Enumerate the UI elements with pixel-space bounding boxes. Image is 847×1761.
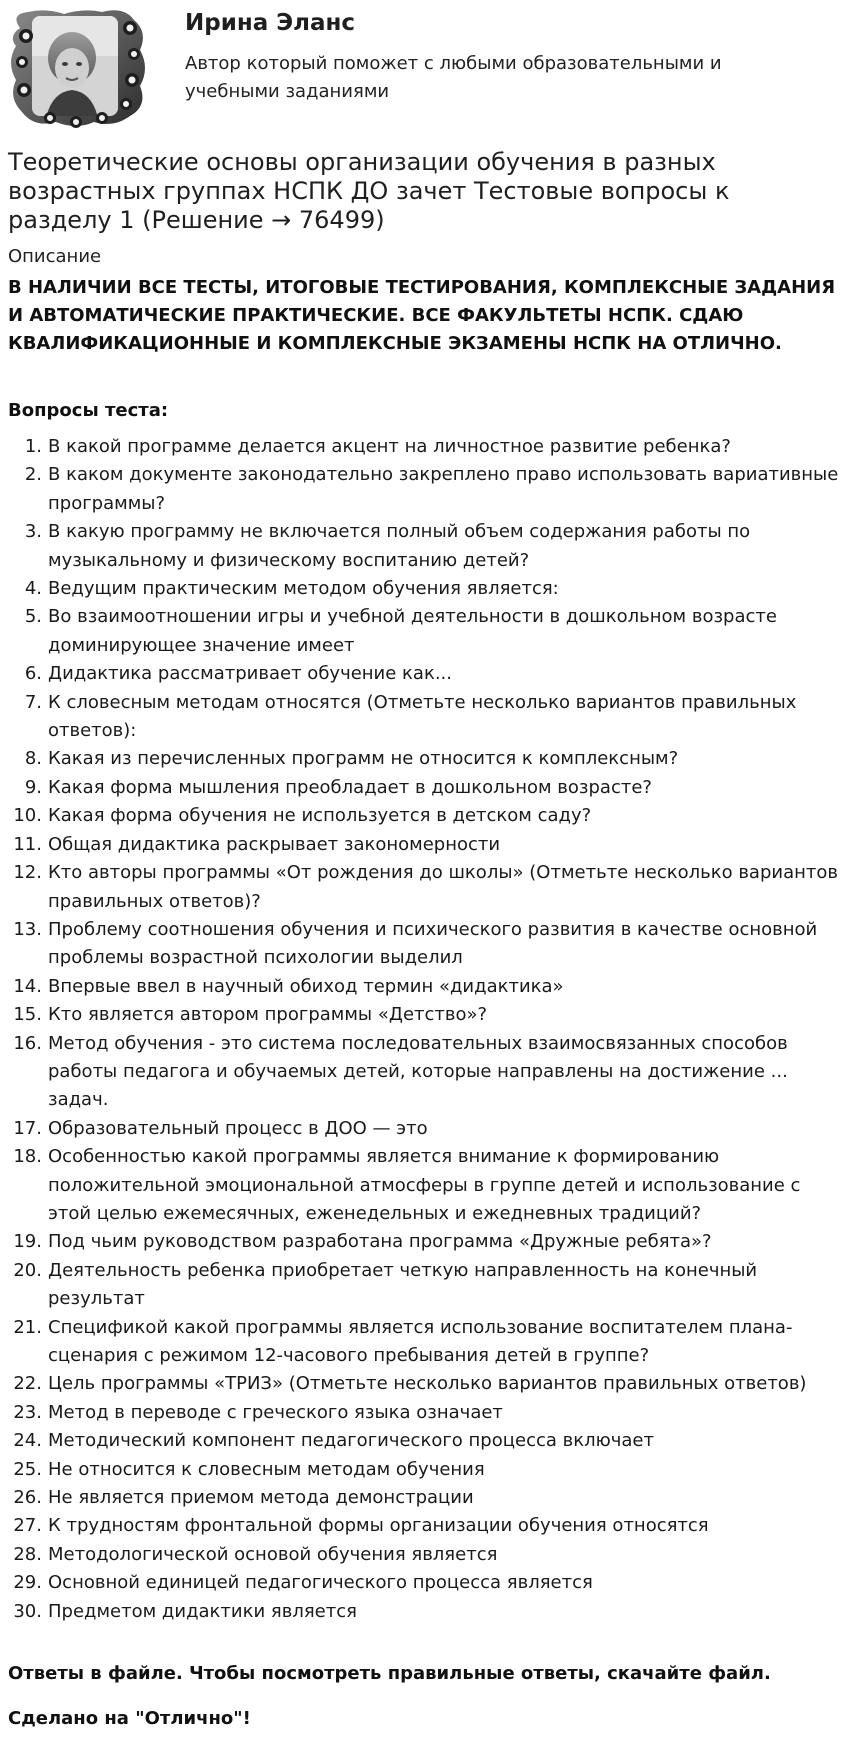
questions-heading: Вопросы теста: <box>8 400 169 421</box>
question-number: 13. <box>13 918 42 940</box>
list-item <box>0 1143 847 1228</box>
question-number: 4. <box>24 578 42 600</box>
question-text: В какой программе делается акцент на личностное развитие ребенка? <box>48 436 731 457</box>
question-text: Спецификой какой программы является использование воспитателем плана-сценария с режимом 12-часового пребывания детей в группе? <box>48 1316 793 1366</box>
list-item <box>0 603 847 660</box>
list-item <box>0 831 847 859</box>
question-number: 11. <box>13 833 42 855</box>
question-text: Не относится к словесным методам обучения <box>48 1458 485 1480</box>
question-number: 29. <box>13 1572 42 1594</box>
question-number: 30. <box>13 1600 42 1622</box>
question-number: 2. <box>24 464 42 486</box>
list-item <box>0 1569 847 1597</box>
question-number: 14. <box>13 975 42 997</box>
question-text: Основной единицей педагогического процесса является <box>48 1572 593 1594</box>
question-number: 20. <box>13 1259 42 1281</box>
question-text: В какую программу не включается полный объем содержания работы по музыкальному и физическому воспитанию детей? <box>48 521 751 571</box>
question-text: Деятельность ребенка приобретает четкую направленность на конечный результат <box>48 1259 758 1310</box>
question-number: 25. <box>13 1458 42 1480</box>
question-text: Образовательный процесс в ДОО — это <box>48 1117 428 1139</box>
list-item <box>0 1030 847 1115</box>
question-number: 5. <box>24 606 42 628</box>
list-item <box>0 1001 847 1029</box>
question-number: 10. <box>13 805 42 827</box>
promo-text: В НАЛИЧИИ ВСЕ ТЕСТЫ, ИТОГОВЫЕ ТЕСТИРОВАНИЯ, КОМПЛЕКСНЫЕ ЗАДАНИЯ И АВТОМАТИЧЕСКИЕ ПРАКТИЧЕСКИЕ. ВСЕ ФАКУЛЬТЕТЫ НСПК. СДАЮ КВАЛИФИКАЦИОННЫЕ И КОМПЛЕКСНЫЕ ЭКЗАМЕНЫ НСПК НА ОТЛИЧНО. <box>8 277 836 354</box>
question-number: 23. <box>13 1401 42 1423</box>
question-text: К трудностям фронтальной формы организации обучения относятся <box>48 1515 709 1537</box>
question-number: 3. <box>24 521 42 543</box>
question-number: 1. <box>24 436 42 457</box>
question-number: 19. <box>13 1231 42 1253</box>
question-number: 21. <box>13 1316 42 1338</box>
list-item <box>0 1484 847 1512</box>
list-item <box>0 859 847 916</box>
list-item <box>0 689 847 746</box>
question-text: Особенностью какой программы является внимание к формированию положительной эмоциональной атмосферы в группе детей и использование с этой целью ежемесячных, еженедельных и ежедневных традиций? <box>48 1146 801 1224</box>
question-text: Метод обучения - это система последовательных взаимосвязанных способов работы педагога и обучаемых детей, которые направлены на достижение ... задач. <box>48 1032 788 1111</box>
question-text: Проблему соотношения обучения и психического развития в качестве основной проблемы возрастной психологии выделил <box>48 918 818 969</box>
question-text: В каком документе законодательно закреплено право использовать вариативные программы? <box>48 464 839 514</box>
list-item <box>0 745 847 773</box>
list-item <box>0 575 847 603</box>
list-item <box>0 1598 847 1626</box>
list-item <box>0 1257 847 1314</box>
list-item <box>0 433 847 461</box>
avatar-photo <box>6 6 152 130</box>
question-text: Какая форма обучения не используется в детском саду? <box>48 805 592 827</box>
list-item <box>0 1512 847 1540</box>
author-name[interactable]: Ирина Эланс <box>185 10 356 36</box>
question-number: 8. <box>24 748 42 770</box>
list-item <box>0 916 847 973</box>
list-item <box>0 1115 847 1143</box>
question-text: Кто авторы программы «От рождения до школы» (Отметьте несколько вариантов правильных ответов)? <box>48 862 838 912</box>
question-number: 26. <box>13 1487 42 1509</box>
page-title: Теоретические основы организации обучения в разных возрастных группах НСПК ДО зачет Тестовые вопросы к разделу 1 (Решение → 76499) <box>8 148 730 234</box>
list-item <box>0 660 847 688</box>
question-number: 16. <box>13 1032 42 1054</box>
author-avatar[interactable] <box>6 6 152 130</box>
list-item <box>0 973 847 1001</box>
author-description: Автор который поможет с любыми образовательными и учебными заданиями <box>185 53 722 102</box>
question-number: 6. <box>24 663 42 685</box>
question-text: Общая дидактика раскрывает закономерности <box>48 833 501 855</box>
question-number: 24. <box>13 1430 42 1452</box>
question-number: 18. <box>13 1146 42 1168</box>
list-item <box>0 774 847 802</box>
list-item <box>0 461 847 518</box>
question-text: К словесным методам относятся (Отметьте несколько вариантов правильных ответов): <box>48 691 797 742</box>
question-number: 15. <box>13 1004 42 1026</box>
question-text: Какая форма мышления преобладает в дошкольном возрасте? <box>48 776 652 798</box>
question-text: Во взаимоотношении игры и учебной деятельности в дошкольном возрасте доминирующее значение имеет <box>48 606 777 656</box>
question-number: 28. <box>13 1543 42 1565</box>
list-item <box>0 1456 847 1484</box>
question-number: 27. <box>13 1515 42 1537</box>
list-item <box>0 1427 847 1455</box>
list-item <box>0 1399 847 1427</box>
description-label: Описание <box>8 246 102 267</box>
question-text: Метод в переводе с греческого языка означает <box>48 1401 503 1423</box>
grade-note: Сделано на "Отлично"! <box>8 1708 251 1729</box>
question-number: 17. <box>13 1117 42 1139</box>
list-item <box>0 1314 847 1371</box>
question-text: Цель программы «ТРИЗ» (Отметьте несколько вариантов правильных ответов) <box>48 1373 807 1395</box>
question-text: Методологической основой обучения является <box>48 1543 498 1565</box>
list-item <box>0 1370 847 1398</box>
question-number: 22. <box>13 1373 42 1395</box>
list-item <box>0 1228 847 1256</box>
question-text: Не является приемом метода демонстрации <box>48 1487 474 1509</box>
question-number: 7. <box>24 691 42 713</box>
question-number: 12. <box>13 862 42 884</box>
list-item <box>0 1541 847 1569</box>
question-text: Дидактика рассматривает обучение как... <box>48 663 452 685</box>
question-number: 9. <box>24 776 42 798</box>
questions-list <box>0 433 847 1626</box>
question-text: Впервые ввел в научный обиход термин «дидактика» <box>48 975 564 997</box>
question-text: Кто является автором программы «Детство»? <box>48 1004 488 1026</box>
question-text: Ведущим практическим методом обучения является: <box>48 578 559 600</box>
question-text: Предметом дидактики является <box>48 1600 357 1622</box>
answers-note: Ответы в файле. Чтобы посмотреть правильные ответы, скачайте файл. <box>8 1663 771 1684</box>
author-header <box>0 0 847 140</box>
list-item <box>0 802 847 830</box>
question-text: Какая из перечисленных программ не относится к комплексным? <box>48 748 679 770</box>
question-text: Методический компонент педагогического процесса включает <box>48 1430 654 1452</box>
list-item <box>0 518 847 575</box>
question-text: Под чьим руководством разработана программа «Дружные ребята»? <box>48 1231 712 1253</box>
